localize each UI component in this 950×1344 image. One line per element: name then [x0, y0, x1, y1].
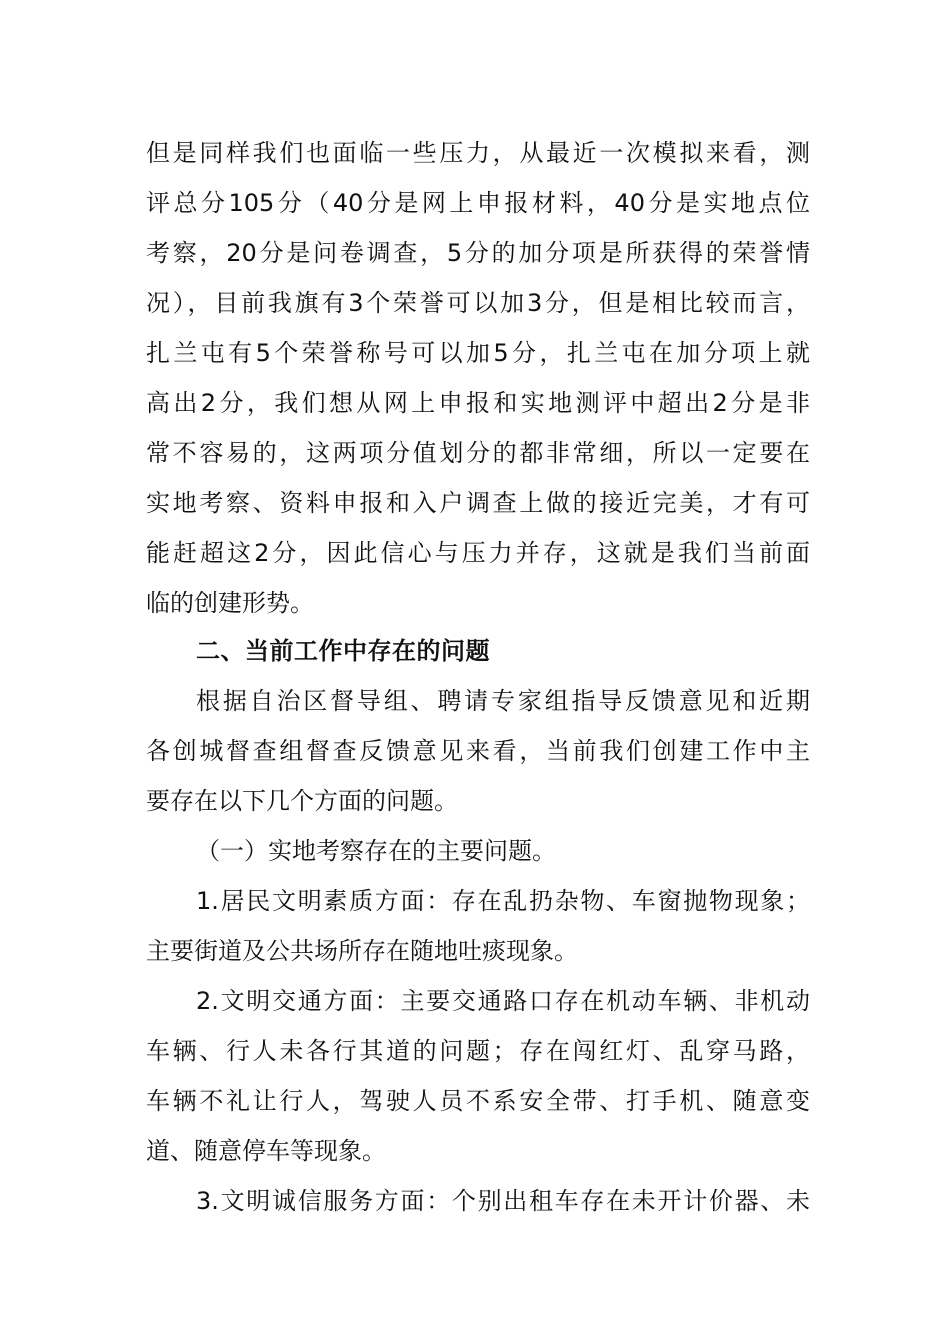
body-paragraph-line: 根据自治区督导组、聘请专家组指导反馈意见和近期 [196, 687, 810, 715]
body-paragraph-line: 临的创建形势。 [146, 589, 314, 617]
list-item-line: 2.文明交通方面：主要交通路口存在机动车辆、非机动 [196, 987, 810, 1015]
body-paragraph-line: 要存在以下几个方面的问题。 [146, 787, 458, 815]
list-item-line: 1.居民文明素质方面：存在乱扔杂物、车窗抛物现象； [196, 887, 810, 915]
body-paragraph-line: 评总分105分（40分是网上申报材料，40分是实地点位 [146, 189, 810, 217]
body-paragraph-line: 各创城督查组督查反馈意见来看，当前我们创建工作中主 [146, 737, 810, 765]
subsection-heading: （一）实地考察存在的主要问题。 [196, 837, 556, 865]
section-heading: 二、当前工作中存在的问题 [196, 637, 490, 665]
body-paragraph-line: 况），目前我旗有3个荣誉可以加3分，但是相比较而言， [146, 289, 810, 317]
list-item-line: 道、随意停车等现象。 [146, 1137, 386, 1165]
body-paragraph-line: 但是同样我们也面临一些压力，从最近一次模拟来看，测 [146, 139, 810, 167]
list-item-line: 车辆不礼让行人，驾驶人员不系安全带、打手机、随意变 [146, 1087, 810, 1115]
list-item-line: 3.文明诚信服务方面：个别出租车存在未开计价器、未 [196, 1187, 810, 1215]
body-paragraph-line: 常不容易的，这两项分值划分的都非常细，所以一定要在 [146, 439, 810, 467]
body-paragraph-line: 高出2分，我们想从网上申报和实地测评中超出2分是非 [146, 389, 810, 417]
body-paragraph-line: 实地考察、资料申报和入户调查上做的接近完美，才有可 [146, 489, 810, 517]
body-paragraph-line: 能赶超这2分，因此信心与压力并存，这就是我们当前面 [146, 539, 810, 567]
list-item-line: 主要街道及公共场所存在随地吐痰现象。 [146, 937, 578, 965]
body-paragraph-line: 考察，20分是问卷调查，5分的加分项是所获得的荣誉情 [146, 239, 810, 267]
body-paragraph-line: 扎兰屯有5个荣誉称号可以加5分，扎兰屯在加分项上就 [146, 339, 810, 367]
list-item-line: 车辆、行人未各行其道的问题；存在闯红灯、乱穿马路， [146, 1037, 810, 1065]
